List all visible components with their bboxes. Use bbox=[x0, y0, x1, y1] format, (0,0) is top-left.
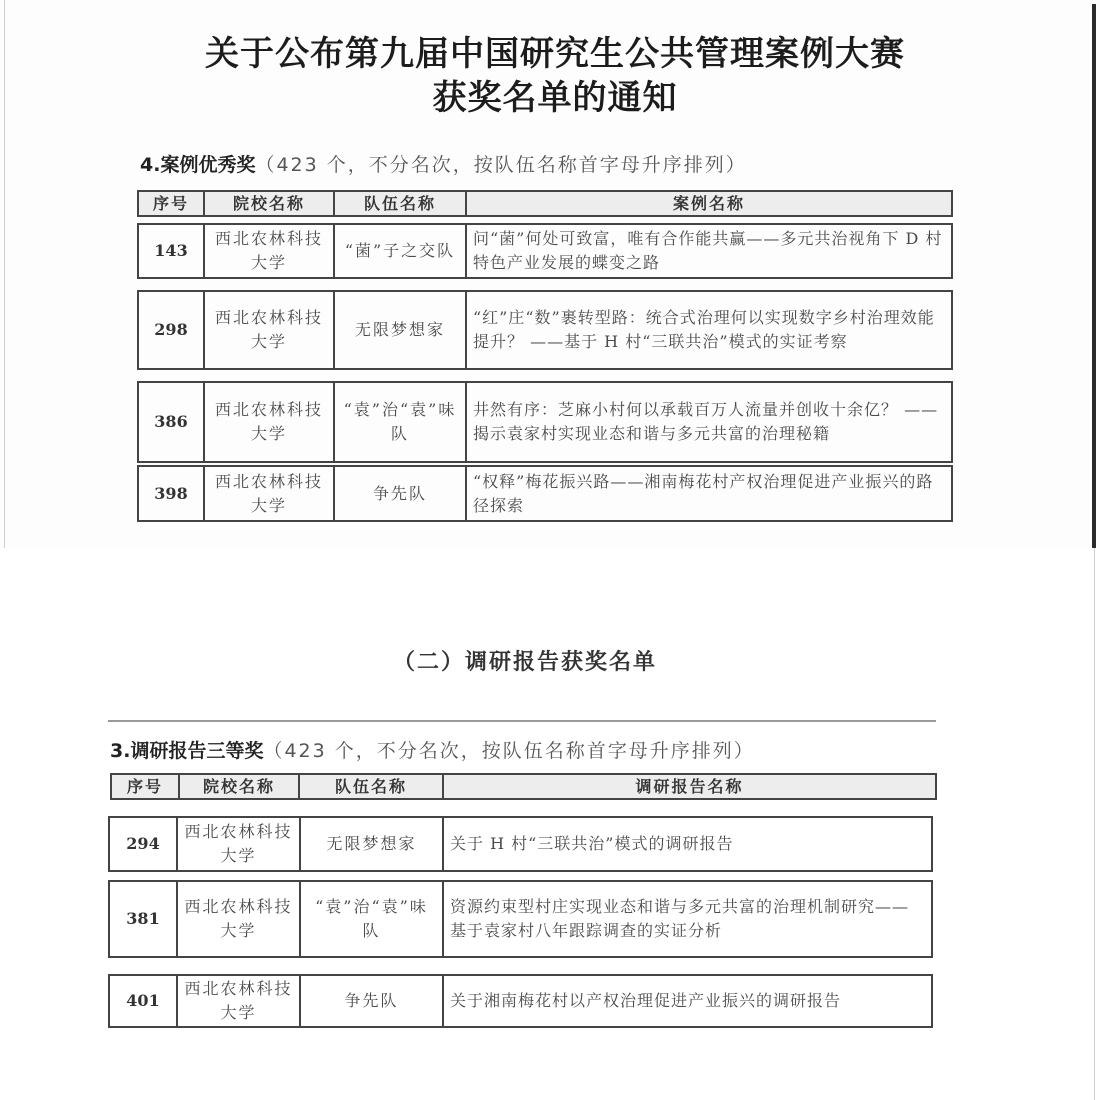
case-award-heading-bold: 4.案例优秀奖 bbox=[140, 154, 256, 176]
school-name: 西北农林科技大学 bbox=[204, 224, 334, 278]
school-name: 西北农林科技大学 bbox=[177, 975, 300, 1027]
team-name: “袁”治“袁”味队 bbox=[334, 382, 466, 462]
table-row bbox=[108, 880, 933, 958]
row-number: 381 bbox=[109, 881, 177, 957]
column-header-report-title: 调研报告名称 bbox=[443, 774, 936, 799]
case-title: 井然有序：芝麻小村何以承载百万人流量并创收十余亿？ ——揭示袁家村实现业态和谐与多元共富的治理秘籍 bbox=[466, 382, 952, 462]
column-header-no: 序号 bbox=[111, 774, 179, 799]
column-header-school: 院校名称 bbox=[204, 191, 334, 216]
case-table-header bbox=[137, 190, 953, 217]
school-name: 西北农林科技大学 bbox=[204, 466, 334, 521]
table-row bbox=[108, 816, 933, 872]
row-number: 401 bbox=[109, 975, 177, 1027]
column-header-team: 队伍名称 bbox=[299, 774, 443, 799]
case-award-heading-note: （423 个，不分名次，按队伍名称首字母升序排列） bbox=[255, 154, 747, 176]
row-number: 298 bbox=[138, 291, 204, 369]
school-name: 西北农林科技大学 bbox=[204, 382, 334, 462]
school-name: 西北农林科技大学 bbox=[204, 291, 334, 369]
school-name: 西北农林科技大学 bbox=[177, 817, 300, 871]
report-award-heading bbox=[110, 736, 755, 763]
report-award-heading-bold: 3.调研报告三等奖 bbox=[110, 740, 264, 762]
case-title: “权释”梅花振兴路——湘南梅花村产权治理促进产业振兴的路径探索 bbox=[466, 466, 952, 521]
left-border bbox=[4, 0, 5, 548]
row-number: 386 bbox=[138, 382, 204, 462]
notice-title-line2: 获奖名单的通知 bbox=[432, 78, 678, 118]
column-header-no: 序号 bbox=[138, 191, 204, 216]
column-header-team: 队伍名称 bbox=[334, 191, 466, 216]
team-name: 争先队 bbox=[300, 975, 443, 1027]
table-row bbox=[137, 465, 953, 522]
row-number: 398 bbox=[138, 466, 204, 521]
school-name: 西北农林科技大学 bbox=[177, 881, 300, 957]
column-header-school: 院校名称 bbox=[179, 774, 299, 799]
row-number: 294 bbox=[109, 817, 177, 871]
report-table-header bbox=[110, 773, 937, 800]
report-list-subheading: （二）调研报告获奖名单 bbox=[392, 650, 657, 675]
divider bbox=[108, 720, 936, 722]
row-number: 143 bbox=[138, 224, 204, 278]
case-title: “红”庄“数”裹转型路：统合式治理何以实现数字乡村治理效能提升？ ——基于 H 村“三联共治”模式的实证考察 bbox=[466, 291, 952, 369]
table-row bbox=[137, 381, 953, 463]
case-title: 问“菌”何处可致富，唯有合作能共赢——多元共治视角下 D 村特色产业发展的蝶变之路 bbox=[466, 224, 952, 278]
table-row bbox=[137, 223, 953, 279]
notice-title-line1: 关于公布第九届中国研究生公共管理案例大赛 bbox=[205, 34, 905, 74]
team-name: “菌”子之交队 bbox=[334, 224, 466, 278]
right-border bbox=[1094, 548, 1095, 1100]
right-border bbox=[1092, 4, 1096, 548]
team-name: 无限梦想家 bbox=[300, 817, 443, 871]
case-award-heading bbox=[140, 150, 747, 177]
report-award-heading-note: （423 个，不分名次，按队伍名称首字母升序排列） bbox=[263, 740, 755, 762]
column-header-case-title: 案例名称 bbox=[466, 191, 952, 216]
report-title: 关于湘南梅花村以产权治理促进产业振兴的调研报告 bbox=[443, 975, 932, 1027]
team-name: 争先队 bbox=[334, 466, 466, 521]
team-name: 无限梦想家 bbox=[334, 291, 466, 369]
report-title: 资源约束型村庄实现业态和谐与多元共富的治理机制研究——基于袁家村八年跟踪调查的实证分析 bbox=[443, 881, 932, 957]
table-row bbox=[137, 290, 953, 370]
table-row bbox=[108, 974, 933, 1028]
report-title: 关于 H 村“三联共治”模式的调研报告 bbox=[443, 817, 932, 871]
team-name: “袁”治“袁”味队 bbox=[300, 881, 443, 957]
